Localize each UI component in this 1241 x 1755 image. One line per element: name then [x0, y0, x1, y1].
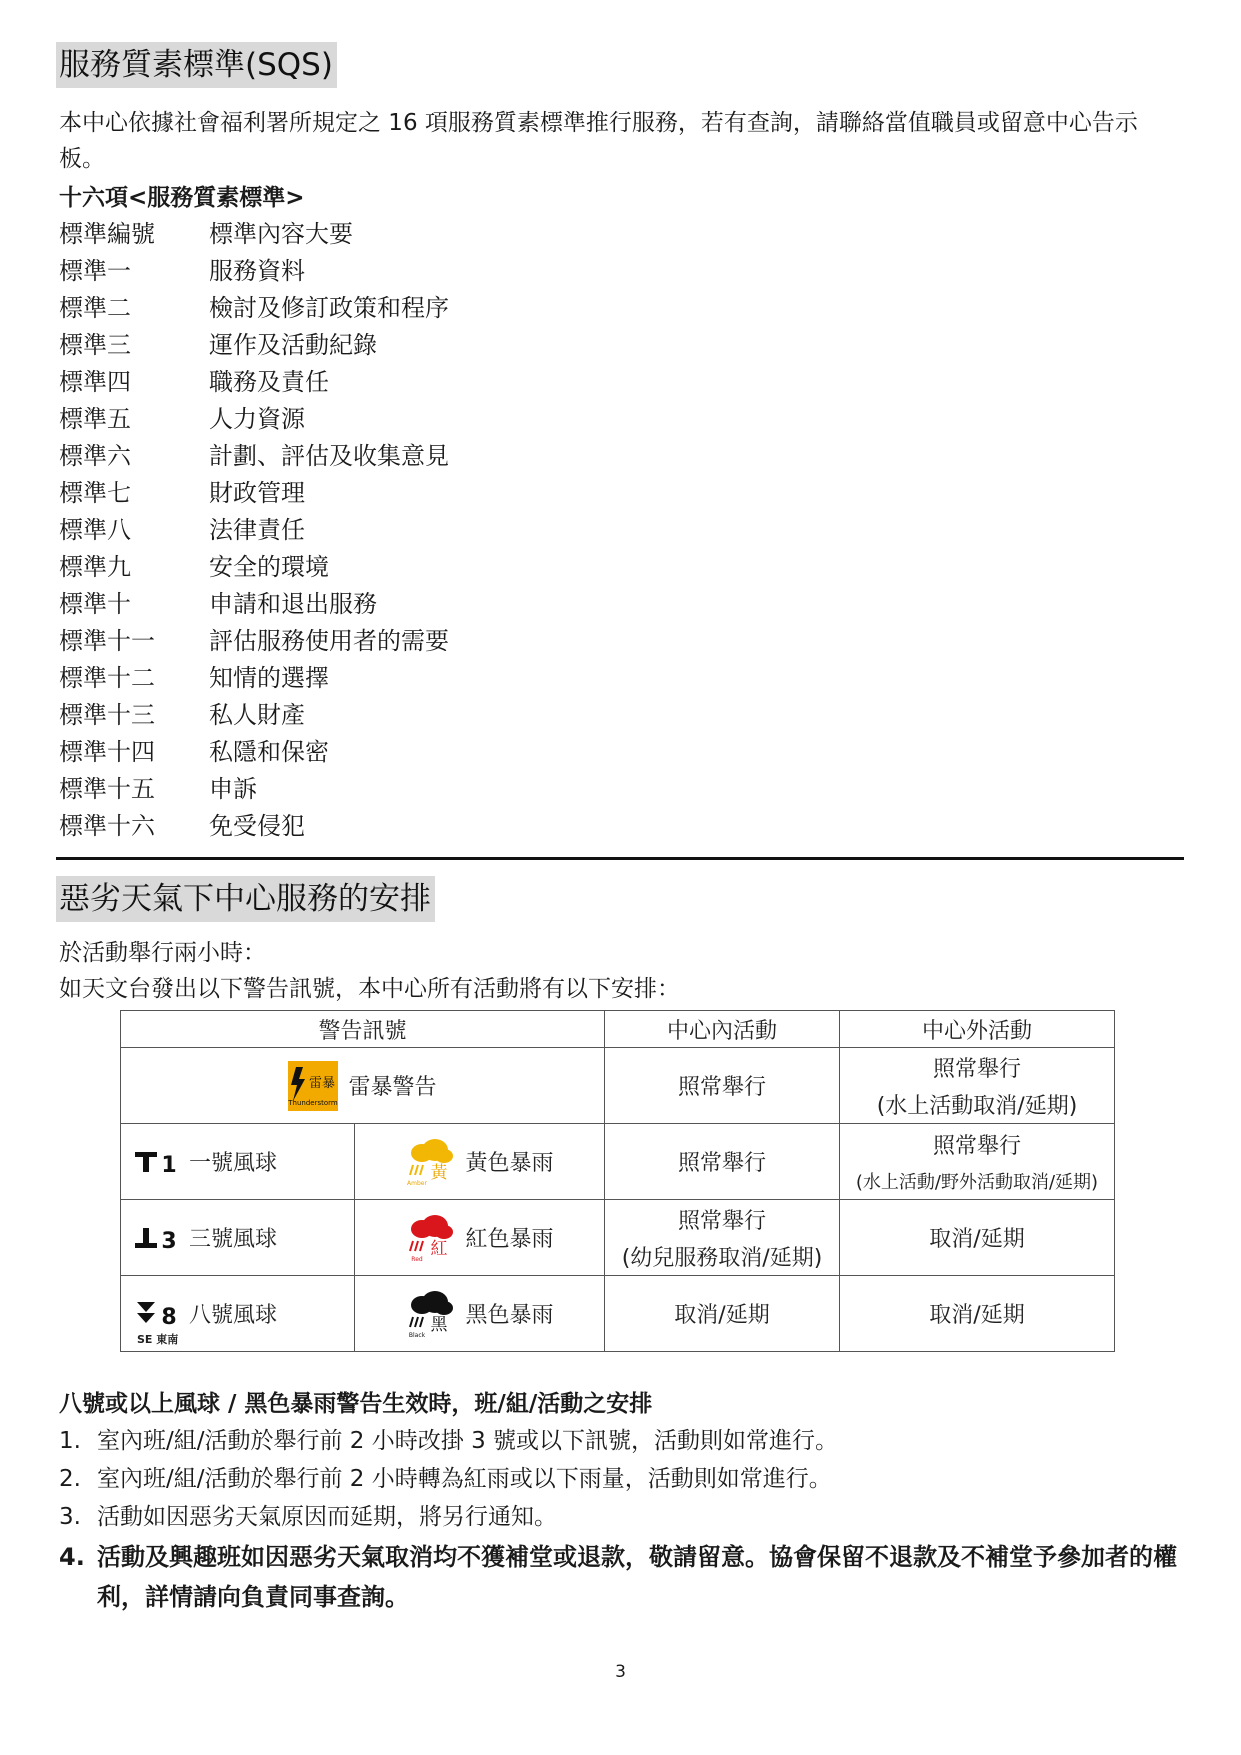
rainstorm-label: 黑色暴雨: [465, 1303, 554, 1328]
amber-icon-text: 黃: [430, 1162, 448, 1183]
thunderstorm-icon-text: 雷暴: [309, 1075, 336, 1091]
list-item-text: 室內班/組/活動於舉行前 2 小時改掛 3 號或以下訊號，活動則如常進行。: [97, 1428, 839, 1454]
table-row: [121, 1048, 1115, 1124]
standard-content: 免受侵犯: [209, 812, 305, 840]
amber-icon-sub: Amber: [407, 1179, 428, 1186]
table-row: [121, 1124, 1115, 1200]
typhoon-number: 1: [161, 1152, 177, 1177]
standard-no: 標準七: [59, 479, 131, 507]
thunderstorm-icon-sub: Thunderstorm: [288, 1098, 339, 1107]
standard-no: 標準十六: [59, 812, 155, 840]
section-divider: [56, 857, 1184, 860]
sqs-subheading: 十六項<服務質素標準>: [59, 185, 305, 211]
standard-content: 申請和退出服務: [209, 590, 377, 618]
standard-content: 申訴: [209, 775, 257, 803]
typhoon-signal-cell: [121, 1276, 355, 1352]
outdoor-cell: [840, 1124, 1115, 1200]
typhoon-label: 一號風球: [189, 1151, 278, 1176]
header-indoor: 中心內活動: [605, 1011, 840, 1048]
thunderstorm-warning-icon: [288, 1061, 338, 1111]
red-icon-sub: Red: [411, 1255, 424, 1262]
weather-line-2: 如天文台發出以下警告訊號，本中心所有活動將有以下安排：: [59, 976, 680, 1002]
table-header-row: [121, 1011, 1115, 1048]
standard-content: 職務及責任: [209, 368, 329, 396]
standard-no: 標準十: [59, 590, 131, 618]
typhoon-direction: SE 東南: [137, 1332, 179, 1346]
typhoon-label: 三號風球: [189, 1227, 278, 1252]
standard-no: 標準十二: [59, 664, 155, 692]
standard-no-header: 標準編號: [59, 220, 155, 248]
standard-no: 標準二: [59, 294, 131, 322]
typhoon-signal-cell: [121, 1124, 355, 1200]
weather-line-1: 於活動舉行兩小時：: [59, 940, 266, 966]
standard-no: 標準十四: [59, 738, 155, 766]
standard-content: 檢討及修訂政策和程序: [209, 294, 449, 322]
standard-no: 標準九: [59, 553, 131, 581]
rainstorm-label: 紅色暴雨: [465, 1227, 554, 1252]
rainstorm-signal-cell: [355, 1124, 605, 1200]
table-row: [121, 1276, 1115, 1352]
typhoon-label: 八號風球: [189, 1303, 278, 1328]
table-row: [121, 1200, 1115, 1276]
standard-content: 人力資源: [209, 405, 305, 433]
red-rainstorm-icon: [405, 1214, 455, 1262]
indoor-cell: [605, 1276, 840, 1352]
thunderstorm-signal-cell: [121, 1048, 605, 1124]
standard-no: 標準四: [59, 368, 131, 396]
indoor-line-2: (幼兒服務取消/延期): [621, 1245, 823, 1271]
standard-no: 標準五: [59, 405, 131, 433]
weather-heading: 惡劣天氣下中心服務的安排: [56, 876, 435, 922]
standard-no: 標準六: [59, 442, 131, 470]
outdoor-cell: [840, 1200, 1115, 1276]
list-item-number: 1.: [59, 1428, 81, 1454]
black-rainstorm-icon: [405, 1290, 455, 1338]
arrangement-heading: 八號或以上風球 / 黑色暴雨警告生效時，班/組/活動之安排: [59, 1391, 653, 1417]
indoor-cell: [605, 1200, 840, 1276]
standard-content: 知情的選擇: [209, 664, 329, 692]
list-item-number: 4.: [59, 1543, 85, 1571]
outdoor-line-1: 取消/延期: [929, 1303, 1025, 1328]
standard-no: 標準十五: [59, 775, 155, 803]
standard-content: 運作及活動紀錄: [209, 331, 377, 359]
list-item-text: 活動及興趣班如因惡劣天氣取消均不獲補堂或退款，敬請留意。協會保留不退款及不補堂予參加者的權利，詳情請向負責同事查詢。: [97, 1543, 1177, 1611]
standard-content: 服務資料: [209, 257, 305, 285]
typhoon-signal-cell: [121, 1200, 355, 1276]
outdoor-line-2: (水上活動/野外活動取消/延期): [855, 1172, 1099, 1193]
rainstorm-label: 黃色暴雨: [465, 1151, 554, 1176]
thunderstorm-label: 雷暴警告: [348, 1075, 437, 1100]
outdoor-cell: [840, 1276, 1115, 1352]
black-icon-sub: Black: [409, 1331, 426, 1338]
indoor-line-1: 照常舉行: [677, 1208, 766, 1234]
standard-content: 評估服務使用者的需要: [209, 627, 449, 655]
header-signal: 警告訊號: [121, 1011, 605, 1048]
black-icon-text: 黑: [430, 1314, 448, 1335]
typhoon-number: 8: [161, 1304, 177, 1329]
rainstorm-signal-cell: [355, 1276, 605, 1352]
indoor-cell: [605, 1124, 840, 1200]
typhoon-signal-8-icon: [133, 1299, 181, 1329]
thunderstorm-indoor: 照常舉行: [605, 1048, 840, 1124]
header-outdoor: 中心外活動: [840, 1011, 1115, 1048]
page-number: 3: [615, 1662, 626, 1682]
standard-no: 標準十一: [59, 627, 155, 655]
standard-content: 私隱和保密: [209, 738, 329, 766]
amber-rainstorm-icon: [405, 1138, 455, 1186]
standard-content-header: 標準內容大要: [209, 220, 353, 248]
typhoon-number: 3: [161, 1228, 177, 1253]
typhoon-signal-1-icon: [133, 1147, 181, 1177]
standard-no: 標準一: [59, 257, 131, 285]
standard-no: 標準十三: [59, 701, 155, 729]
standard-no: 標準八: [59, 516, 131, 544]
standard-content: 計劃、評估及收集意見: [209, 442, 449, 470]
outdoor-line-1: 照常舉行: [932, 1134, 1021, 1159]
indoor-line-1: 取消/延期: [674, 1303, 770, 1328]
sqs-heading: 服務質素標準(SQS): [56, 42, 337, 88]
thunderstorm-outdoor-line-2: (水上活動取消/延期): [876, 1093, 1078, 1119]
standard-content: 私人財產: [209, 701, 305, 729]
standard-content: 安全的環境: [209, 553, 329, 581]
red-icon-text: 紅: [430, 1238, 448, 1259]
rainstorm-signal-cell: [355, 1200, 605, 1276]
typhoon-signal-3-icon: [133, 1223, 181, 1253]
weather-arrangement-table: [120, 1010, 1115, 1352]
standard-content: 法律責任: [209, 516, 305, 544]
indoor-line-1: 照常舉行: [677, 1151, 766, 1176]
standard-no: 標準三: [59, 331, 131, 359]
outdoor-line-1: 取消/延期: [929, 1227, 1025, 1252]
sqs-intro: 本中心依據社會福利署所規定之 16 項服務質素標準推行服務，若有查詢，請聯絡當值職員或留意中心告示板。: [59, 110, 1138, 172]
list-item-text: 室內班/組/活動於舉行前 2 小時轉為紅雨或以下雨量，活動則如常進行。: [97, 1466, 832, 1492]
thunderstorm-outdoor: [840, 1048, 1115, 1124]
standard-content: 財政管理: [209, 479, 305, 507]
list-item-number: 3.: [59, 1504, 81, 1530]
thunderstorm-outdoor-line-1: 照常舉行: [932, 1056, 1021, 1082]
list-item-text: 活動如因惡劣天氣原因而延期，將另行通知。: [97, 1504, 557, 1530]
list-item-number: 2.: [59, 1466, 81, 1492]
